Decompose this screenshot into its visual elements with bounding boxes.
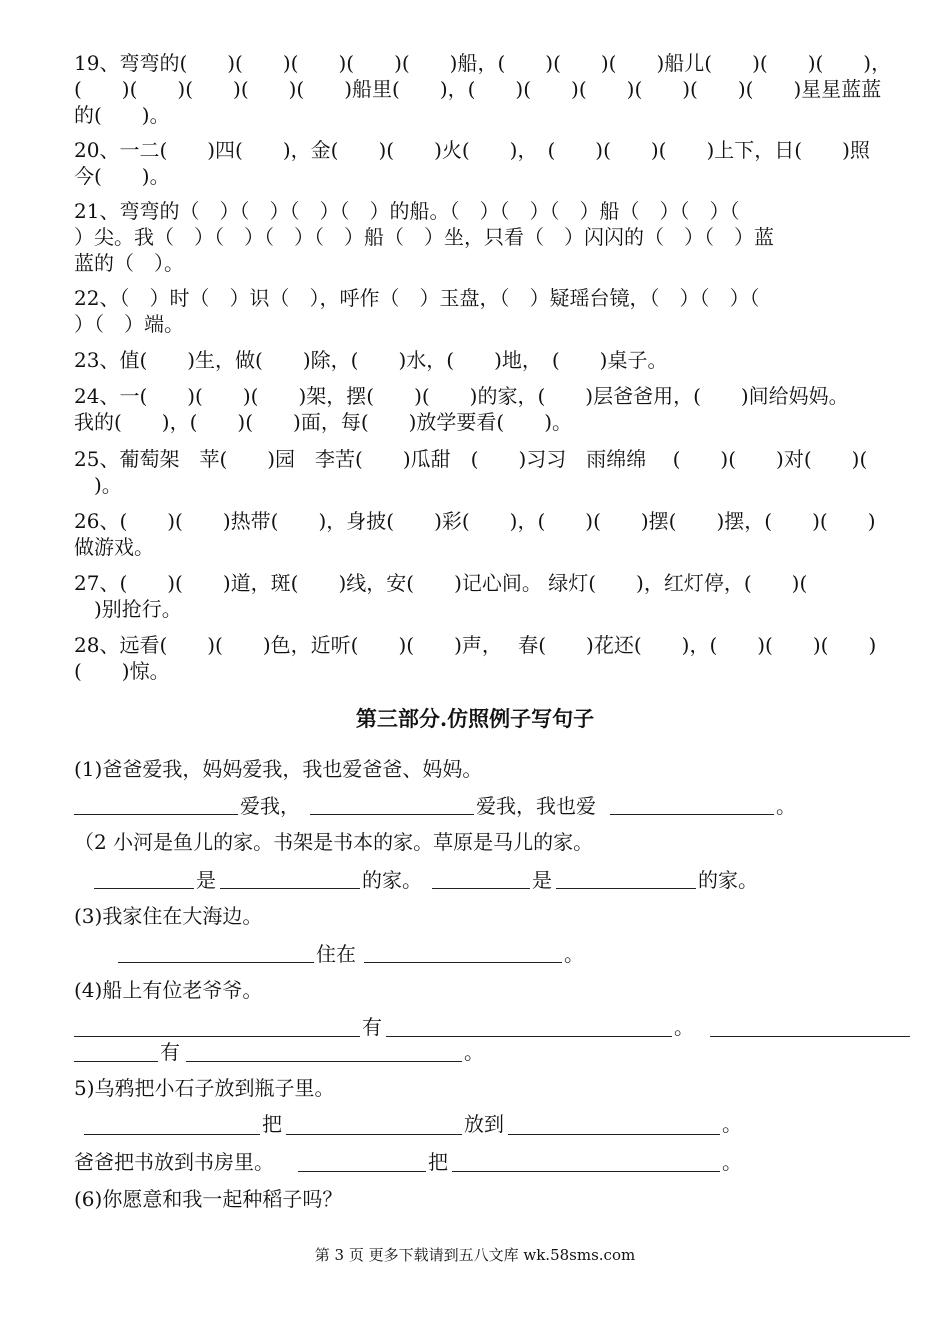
- q21-line-1: 21、弯弯的（ ）（ ）（ ）（ ）的船。（ ）（ ）（ ）船（ ）（ ）（: [74, 199, 740, 223]
- q19-line-1: 19、弯弯的( )( )( )( )( )船，( )( )( )船儿( )( )( )，: [74, 51, 892, 75]
- q24-line-2: 我的( )，( )( )面，每( )放学要看( )。: [74, 410, 573, 434]
- q1-example: (1)爸爸爱我，妈妈爱我，我也爱爸爸、妈妈。: [74, 757, 483, 781]
- q1-blank-1[interactable]: [74, 814, 238, 815]
- q4-end-b: 。: [464, 1040, 484, 1064]
- q21-line-3: 蓝的（ ）。: [74, 251, 184, 275]
- q1-blank-2[interactable]: [310, 814, 474, 815]
- q1-word-b: 爱我，我也爱: [476, 794, 596, 818]
- q5-blank-5[interactable]: [452, 1171, 720, 1172]
- q5-prefix: 爸爸把书放到书房里。: [74, 1150, 274, 1174]
- q4-blank-5[interactable]: [186, 1061, 462, 1062]
- q25-line-2: )。: [74, 473, 122, 497]
- q2-word-2: 的家。: [362, 868, 422, 892]
- q2-word-4: 的家。: [698, 868, 758, 892]
- q5-blank-3[interactable]: [508, 1134, 720, 1135]
- q2-blank-1[interactable]: [94, 888, 194, 889]
- q5-blank-4[interactable]: [298, 1171, 426, 1172]
- q2-word-3: 是: [532, 868, 552, 892]
- q5-blank-2[interactable]: [286, 1134, 462, 1135]
- q2-word-1: 是: [196, 868, 216, 892]
- q4-blank-4[interactable]: [74, 1061, 158, 1062]
- q5-example: 5)乌鸦把小石子放到瓶子里。: [74, 1076, 335, 1100]
- q24-line-1: 24、一( )( )( )架，摆( )( )的家，( )层爸爸用，( )间给妈妈。: [74, 384, 849, 408]
- q27-line-1: 27、( )( )道，斑( )线，安( )记心间。 绿灯( )，红灯停，( )(: [74, 571, 808, 595]
- part3-title: 第三部分.仿照例子写句子: [355, 706, 595, 731]
- q4-end-a: 。: [674, 1015, 694, 1039]
- q20-line-1: 20、一二( )四( )，金( )( )火( )， ( )( )( )上下，日( )照: [74, 138, 870, 162]
- q4-blank-3[interactable]: [710, 1036, 910, 1037]
- q19-line-2: ( )( )( )( )( )船里( )，( )( )( )( )( )( )星星蓝蓝: [74, 77, 882, 101]
- q25-line-1: 25、葡萄架 苹( )园 李苦( )瓜甜 ( )习习 雨绵绵 ( )( )对( )(: [74, 447, 868, 471]
- q4-word-a: 有: [362, 1015, 382, 1039]
- q4-blank-2[interactable]: [386, 1036, 672, 1037]
- q2-example: （2 小河是鱼儿的家。书架是书本的家。草原是马儿的家。: [74, 830, 594, 854]
- q4-example: (4)船上有位老爷爷。: [74, 978, 263, 1002]
- q3-blank-1[interactable]: [118, 962, 314, 963]
- q3-blank-2[interactable]: [364, 962, 562, 963]
- q19-line-3: 的( )。: [74, 103, 170, 127]
- q1-blank-3[interactable]: [610, 814, 774, 815]
- q21-line-2: ）尖。我（ ）（ ）（ ）（ ）船（ ）坐，只看（ ）闪闪的（ ）（ ）蓝: [74, 225, 774, 249]
- q23-line-1: 23、值( )生，做( )除，( )水，( )地， ( )桌子。: [74, 348, 668, 372]
- q6-example: (6)你愿意和我一起种稻子吗？: [74, 1187, 343, 1211]
- q27-line-2: )别抢行。: [74, 597, 182, 621]
- q5-end-b: 。: [722, 1150, 742, 1174]
- q22-line-2: ）（ ）端。: [74, 312, 184, 336]
- q5-word-c: 把: [428, 1150, 448, 1174]
- q4-blank-1[interactable]: [74, 1036, 360, 1037]
- q5-word-a: 把: [262, 1112, 282, 1136]
- q1-word-a: 爱我，: [240, 794, 300, 818]
- q1-end: 。: [776, 794, 796, 818]
- q22-line-1: 22、（ ）时（ ）识（ ），呼作（ ）玉盘，（ ）疑瑶台镜，（ ）（ ）（: [74, 286, 760, 310]
- q26-line-1: 26、( )( )热带( )，身披( )彩( )，( )( )摆( )摆，( )( ): [74, 509, 876, 533]
- q20-line-2: 今( )。: [74, 164, 170, 188]
- q3-word: 住在: [316, 942, 356, 966]
- q2-blank-2[interactable]: [220, 888, 360, 889]
- q28-line-2: ( )惊。: [74, 659, 170, 683]
- q26-line-2: 做游戏。: [74, 535, 154, 559]
- q3-example: (3)我家住在大海边。: [74, 904, 263, 928]
- q28-line-1: 28、远看( )( )色，近听( )( )声， 春( )花还( )，( )( )( ): [74, 633, 877, 657]
- q2-blank-4[interactable]: [556, 888, 696, 889]
- q2-blank-3[interactable]: [432, 888, 530, 889]
- q5-blank-1[interactable]: [84, 1134, 260, 1135]
- page-footer: 第 3 页 更多下载请到五八文库 wk.58sms.com: [314, 1246, 636, 1264]
- q5-end-a: 。: [722, 1112, 742, 1136]
- q4-word-b: 有: [160, 1040, 180, 1064]
- q5-word-b: 放到: [464, 1112, 504, 1136]
- q3-end: 。: [564, 942, 584, 966]
